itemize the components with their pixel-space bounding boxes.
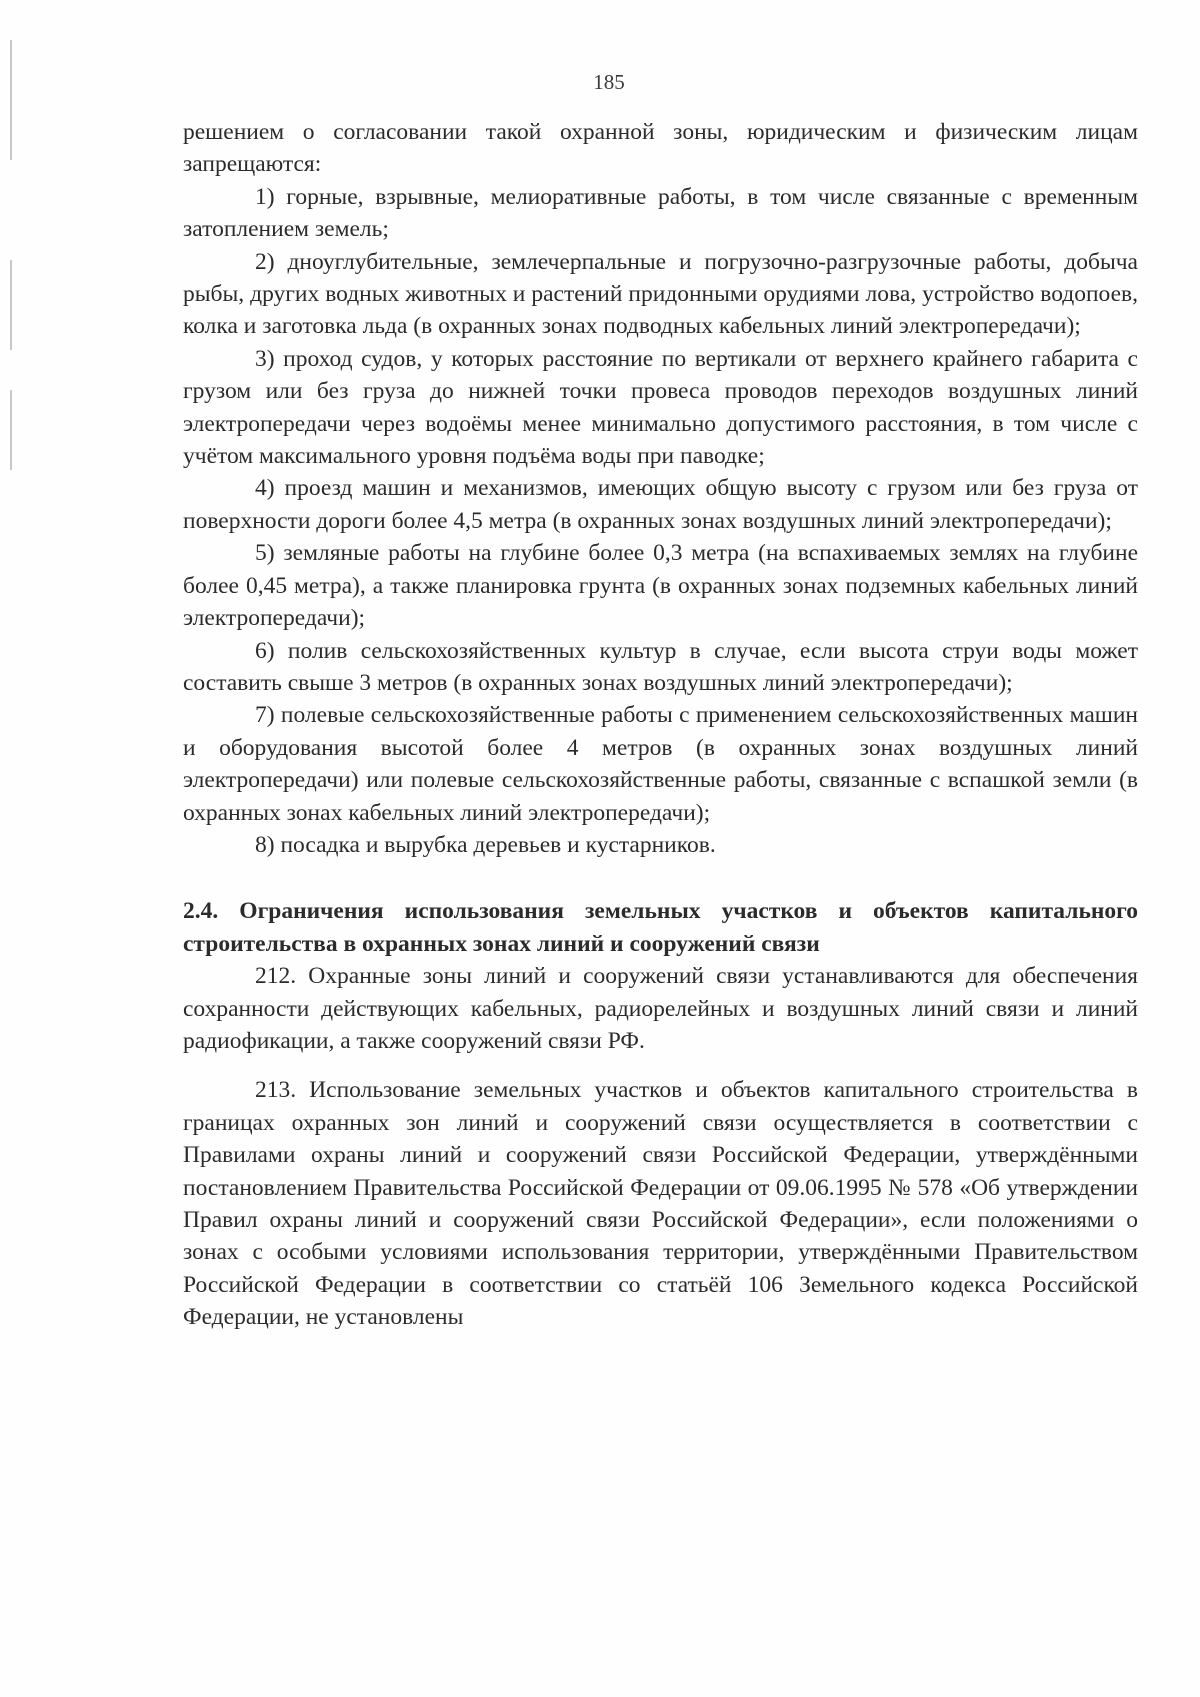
scan-edge-mark [10,390,12,470]
paragraph-213: 213. Использование земельных участков и объектов капитального строительства в границах охранных зон линий и сооружений связи осуществляется в соответствии с Правилами охраны линий и сооружений связи Российской Федерации, утверждёнными постановлением Правительства Российской Федерации от 09.06.1995 № 578 «Об утверждении Правил охраны линий и сооружений связи Российской Федерации», если положениями о зонах с особыми условиями использования территории, утверждёнными Правительством Российской Федерации в соответствии со статьёй 106 Земельного кодекса Российской Федерации, не установлены [183,1077,1138,1331]
list-item-1: 1) горные, взрывные, мелиоративные работы, в том числе связанные с временным затоплением земель; [183,183,1138,243]
list-item-7: 7) полевые сельскохозяйственные работы с применением сельскохозяйственных машин и оборудования высотой более 4 метров (в охранных зонах воздушных линий электропередачи) или полевые сельскохозяйственные работы, связанные с вспашкой земли (в охранных зонах кабельных линий электропередачи); [183,702,1138,826]
section-heading: 2.4. Ограничения использования земельных участков и объектов капитального строительства в охранных зонах линий и сооружений связи [183,898,1138,957]
intro-paragraph: решением о согласовании такой охранной зоны, юридическим и физическим лицам запрещаются: [183,119,1138,178]
list-item-8: 8) посадка и вырубка деревьев и кустарников. [255,831,716,858]
page-number: 185 [593,70,625,94]
list-item-3: 3) проход судов, у которых расстояние по вертикали от верхнего крайнего габарита с грузом или без груза до нижней точки провеса проводов переходов воздушных линий электропередачи через водоёмы менее минимально допустимого расстояния, в том числе с учётом максимального уровня подъёма воды при паводке; [183,345,1138,470]
paragraph-212: 212. Охранные зоны линий и сооружений связи устанавливаются для обеспечения сохранности действующих кабельных, радиорелейных и воздушных линий связи и линий радиофикации, а также сооружений связи РФ. [183,963,1138,1054]
list-item-5: 5) земляные работы на глубине более 0,3 метра (на вспахиваемых землях на глубине более 0,45 метра), а также планировка грунта (в охранных зонах подземных кабельных линий электропередачи); [183,540,1138,632]
list-item-4: 4) проезд машин и механизмов, имеющих общую высоту с грузом или без груза от поверхности дороги более 4,5 метра (в охранных зонах воздушных линий электропередачи); [183,475,1138,534]
list-item-2: 2) дноуглубительные, землечерпальные и погрузочно-разгрузочные работы, добыча рыбы, других водных животных и растений придонными орудиями лова, устройство водопоев, колка и заготовка льда (в охранных зонах подводных кабельных линий электропередачи); [183,248,1138,340]
list-item-6: 6) полив сельскохозяйственных культур в случае, если высота струи воды может составить свыше 3 метров (в охранных зонах воздушных линий электропередачи); [183,637,1138,696]
document-body [183,116,1138,1334]
scan-edge-mark [10,40,12,160]
scan-edge-mark [10,260,12,350]
